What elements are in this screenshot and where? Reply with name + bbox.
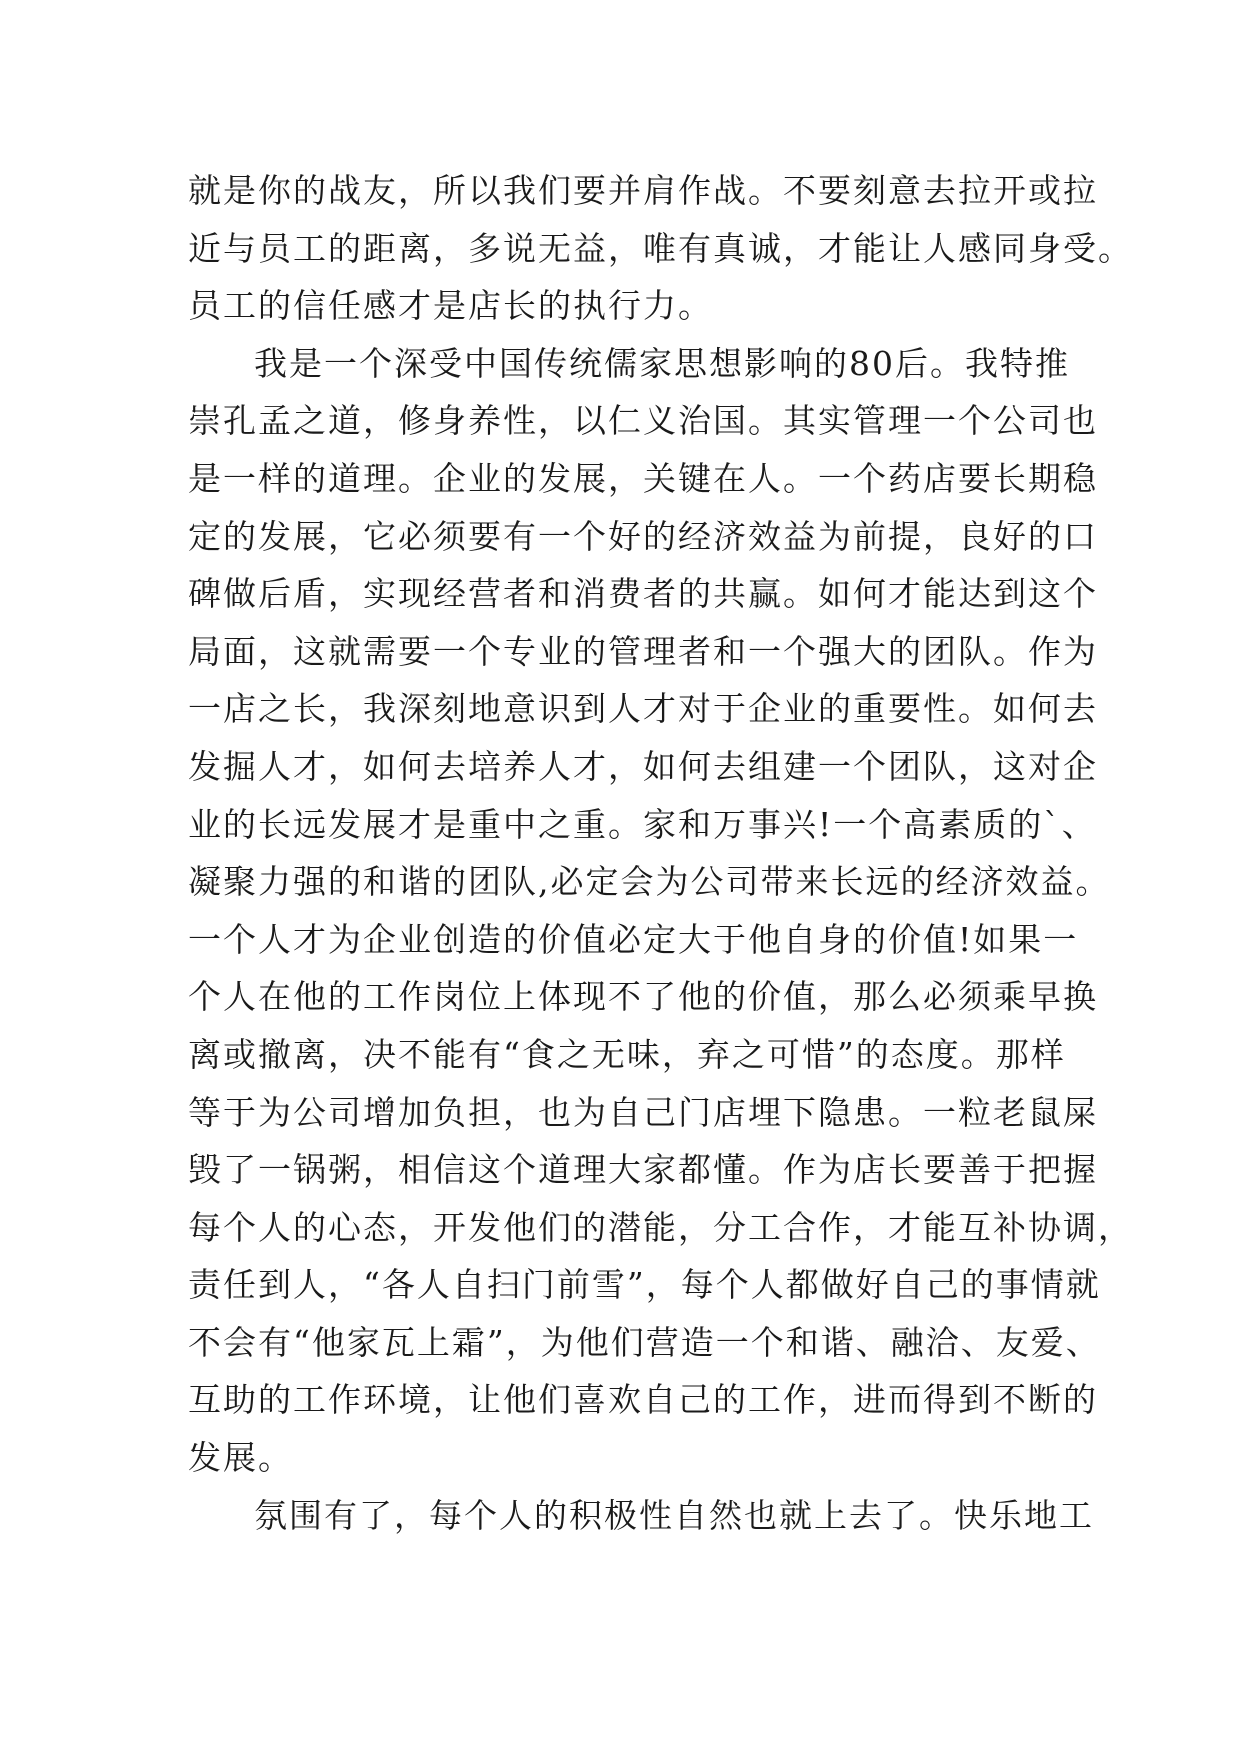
text-line: 业的长远发展才是重中之重。家和万事兴!一个高素质的`、 — [188, 804, 1097, 844]
text-line: 责任到人，“各人自扫门前雪”，每个人都做好自己的事情就 — [188, 1265, 1101, 1305]
text-line: 员工的信任感才是店长的执行力。 — [188, 286, 713, 326]
text-line: 局面，这就需要一个专业的管理者和一个强大的团队。作为 — [188, 631, 1098, 671]
text-line: 近与员工的距离，多说无益，唯有真诚，才能让人感同身受。 — [188, 228, 1133, 268]
text-line: 不会有“他家瓦上霜”，为他们营造一个和谐、融洽、友爱、 — [188, 1322, 1101, 1362]
text-line: 一店之长，我深刻地意识到人才对于企业的重要性。如何去 — [188, 689, 1098, 729]
text-line: 个人在他的工作岗位上体现不了他的价值，那么必须乘早换 — [188, 977, 1098, 1017]
text-line: 等于为公司增加负担，也为自己门店埋下隐患。一粒老鼠屎 — [188, 1092, 1098, 1132]
paragraph-first-line: 氛围有了，每个人的积极性自然也就上去了。快乐地工 — [254, 1495, 1094, 1535]
text-line: 一个人才为企业创造的价值必定大于他自身的价值!如果一 — [188, 919, 1079, 959]
text-line: 发掘人才，如何去培养人才，如何去组建一个团队，这对企 — [188, 746, 1098, 786]
paragraph-first-line: 我是一个深受中国传统儒家思想影响的80后。我特推 — [254, 343, 1070, 383]
text-line: 崇孔孟之道，修身养性，以仁义治国。其实管理一个公司也 — [188, 401, 1098, 441]
body-text — [188, 162, 1133, 1544]
text-line: 是一样的道理。企业的发展，关键在人。一个药店要长期稳 — [188, 458, 1098, 498]
text-line: 每个人的心态，开发他们的潜能，分工合作，才能互补协调， — [188, 1207, 1133, 1247]
text-line: 凝聚力强的和谐的团队,必定会为公司带来长远的经济效益。 — [188, 862, 1111, 902]
text-line: 就是你的战友，所以我们要并肩作战。不要刻意去拉开或拉 — [188, 171, 1098, 210]
text-line: 离或撤离，决不能有“食之无味，弃之可惜”的态度。那样 — [188, 1034, 1066, 1074]
text-line: 碑做后盾，实现经营者和消费者的共赢。如何才能达到这个 — [188, 574, 1098, 614]
text-line: 发展。 — [188, 1438, 293, 1478]
text-line: 定的发展，它必须要有一个好的经济效益为前提，良好的口 — [188, 516, 1098, 556]
text-line: 毁了一锅粥，相信这个道理大家都懂。作为店长要善于把握 — [188, 1150, 1098, 1190]
text-line: 互助的工作环境，让他们喜欢自己的工作，进而得到不断的 — [188, 1380, 1098, 1420]
